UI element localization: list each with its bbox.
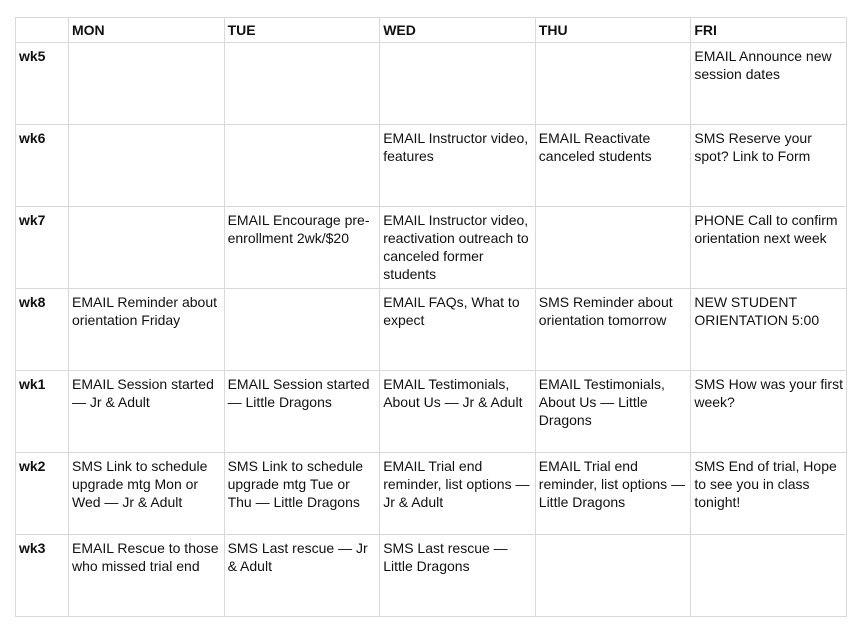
schedule-cell[interactable]: NEW STUDENT ORIENTATION 5:00	[691, 289, 847, 371]
day-header-fri[interactable]: FRI	[691, 18, 847, 43]
week-label[interactable]: wk2	[16, 453, 69, 535]
schedule-cell[interactable]	[535, 535, 691, 617]
table-row	[16, 207, 847, 289]
schedule-cell[interactable]: SMS How was your first week?	[691, 371, 847, 453]
corner-cell[interactable]	[16, 18, 69, 43]
schedule-cell[interactable]: SMS Link to schedule upgrade mtg Tue or Thu — Little Dragons	[224, 453, 380, 535]
schedule-cell[interactable]: EMAIL Instructor video, reactivation outreach to canceled former students	[380, 207, 536, 289]
schedule-cell[interactable]: SMS Last rescue — Jr & Adult	[224, 535, 380, 617]
schedule-cell[interactable]: EMAIL Reminder about orientation Friday	[69, 289, 225, 371]
schedule-cell[interactable]	[69, 125, 225, 207]
schedule-cell[interactable]: EMAIL Reactivate canceled students	[535, 125, 691, 207]
week-label[interactable]: wk7	[16, 207, 69, 289]
schedule-cell[interactable]	[535, 43, 691, 125]
schedule-cell[interactable]: EMAIL Rescue to those who missed trial end	[69, 535, 225, 617]
schedule-cell[interactable]: SMS Reserve your spot? Link to Form	[691, 125, 847, 207]
schedule-cell[interactable]	[224, 125, 380, 207]
day-header-wed[interactable]: WED	[380, 18, 536, 43]
table-row	[16, 289, 847, 371]
schedule-cell[interactable]: EMAIL Announce new session dates	[691, 43, 847, 125]
schedule-cell[interactable]: EMAIL Testimonials, About Us — Jr & Adult	[380, 371, 536, 453]
schedule-cell[interactable]: EMAIL Session started — Jr & Adult	[69, 371, 225, 453]
day-header-tue[interactable]: TUE	[224, 18, 380, 43]
week-label[interactable]: wk3	[16, 535, 69, 617]
schedule-cell[interactable]	[69, 207, 225, 289]
schedule-cell[interactable]	[224, 43, 380, 125]
schedule-cell[interactable]: SMS Reminder about orientation tomorrow	[535, 289, 691, 371]
header-row	[16, 18, 847, 43]
schedule-cell[interactable]	[380, 43, 536, 125]
week-label[interactable]: wk6	[16, 125, 69, 207]
schedule-cell[interactable]: SMS Link to schedule upgrade mtg Mon or Wed — Jr & Adult	[69, 453, 225, 535]
schedule-cell[interactable]: SMS Last rescue — Little Dragons	[380, 535, 536, 617]
table-row	[16, 43, 847, 125]
week-label[interactable]: wk5	[16, 43, 69, 125]
schedule-cell[interactable]: SMS End of trial, Hope to see you in class tonight!	[691, 453, 847, 535]
schedule-cell[interactable]	[224, 289, 380, 371]
schedule-cell[interactable]: PHONE Call to confirm orientation next week	[691, 207, 847, 289]
schedule-cell[interactable]: EMAIL Encourage pre-enrollment 2wk/$20	[224, 207, 380, 289]
day-header-mon[interactable]: MON	[69, 18, 225, 43]
schedule-cell[interactable]: EMAIL FAQs, What to expect	[380, 289, 536, 371]
schedule-cell[interactable]: EMAIL Instructor video, features	[380, 125, 536, 207]
table-row	[16, 371, 847, 453]
schedule-cell[interactable]	[69, 43, 225, 125]
day-header-thu[interactable]: THU	[535, 18, 691, 43]
schedule-grid	[15, 17, 847, 617]
week-label[interactable]: wk8	[16, 289, 69, 371]
schedule-cell[interactable]	[691, 535, 847, 617]
schedule-cell[interactable]: EMAIL Session started — Little Dragons	[224, 371, 380, 453]
schedule-cell[interactable]: EMAIL Trial end reminder, list options — Little Dragons	[535, 453, 691, 535]
schedule-cell[interactable]	[535, 207, 691, 289]
table-row	[16, 453, 847, 535]
schedule-cell[interactable]: EMAIL Trial end reminder, list options — Jr & Adult	[380, 453, 536, 535]
table-row	[16, 535, 847, 617]
table-row	[16, 125, 847, 207]
week-label[interactable]: wk1	[16, 371, 69, 453]
schedule-cell[interactable]: EMAIL Testimonials, About Us — Little Dragons	[535, 371, 691, 453]
